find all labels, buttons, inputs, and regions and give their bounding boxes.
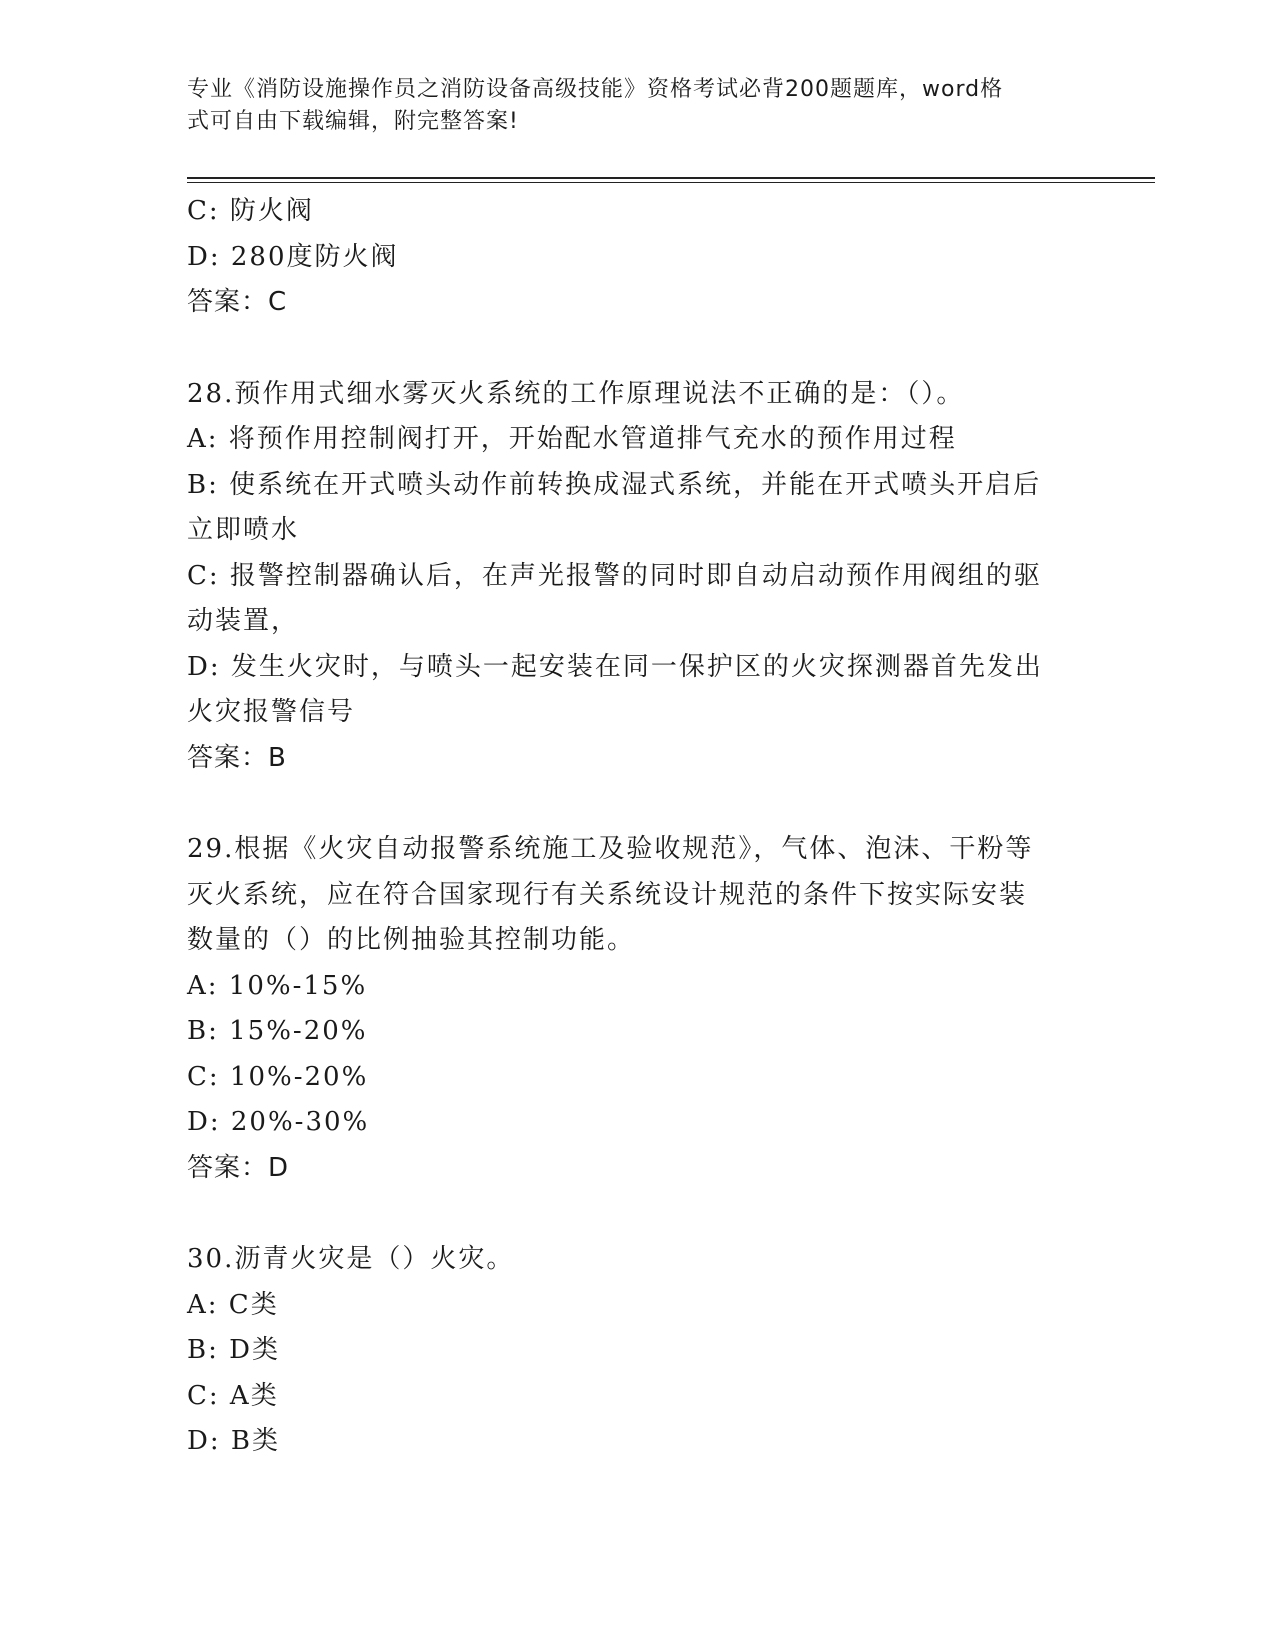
option-c: C: 10%-20% <box>187 1061 369 1092</box>
answer-line: 答案：B <box>187 742 287 773</box>
spacer <box>187 1191 1077 1237</box>
option-d: D: 发生火灾时，与喷头一起安装在同一保护区的火灾探测器首先发出 <box>187 651 1043 682</box>
answer-line: 答案：C <box>187 287 288 317</box>
answer-line: 答案：D <box>187 1152 290 1183</box>
option-b-continued: 立即喷水 <box>187 515 300 545</box>
option-c: C: 报警控制器确认后，在声光报警的同时即自动启动预作用阀组的驱 <box>187 560 1042 591</box>
question-list <box>187 189 1077 1465</box>
question-block-29 <box>187 827 1077 1191</box>
question-block-28 <box>187 372 1077 782</box>
option-c: C: A类 <box>187 1380 279 1411</box>
option-c: C: 防火阀 <box>187 196 314 226</box>
question-block-27 <box>187 189 1077 326</box>
header-line-2: 式可自由下载编辑，附完整答案! <box>187 109 519 134</box>
spacer <box>187 781 1077 827</box>
option-d: D: B类 <box>187 1426 280 1456</box>
option-d: D: 20%-30% <box>187 1107 370 1137</box>
question-text-continued: 灭火系统，应在符合国家现行有关系统设计规范的条件下按实际安装 <box>187 879 1028 910</box>
header-line-1: 专业《消防设施操作员之消防设备高级技能》资格考试必背200题题库，word格 <box>187 77 1004 102</box>
option-b: B: 15%-20% <box>187 1016 368 1046</box>
question-text: 28.预作用式细水雾灭火系统的工作原理说法不正确的是：（）。 <box>187 378 965 409</box>
document-header <box>187 74 1067 138</box>
spacer <box>187 326 1077 372</box>
option-d: D: 280度防火阀 <box>187 241 399 272</box>
question-text: 29.根据《火灾自动报警系统施工及验收规范》，气体、泡沫、干粉等 <box>187 834 1034 864</box>
header-rule-thin <box>187 182 1155 183</box>
option-d-continued: 火灾报警信号 <box>187 697 356 727</box>
option-b: B: D类 <box>187 1335 280 1365</box>
option-a: A: 10%-15% <box>187 970 368 1001</box>
option-c-continued: 动装置， <box>187 606 300 636</box>
header-rule-thick <box>187 177 1155 179</box>
question-text-continued: 数量的（）的比例抽验其控制功能。 <box>187 925 636 955</box>
option-a: A: C类 <box>187 1289 279 1320</box>
question-text: 30.沥青火灾是（）火灾。 <box>187 1244 515 1274</box>
option-a: A: 将预作用控制阀打开，开始配水管道排气充水的预作用过程 <box>187 424 957 454</box>
question-block-30 <box>187 1237 1077 1465</box>
option-b: B: 使系统在开式喷头动作前转换成湿式系统，并能在开式喷头开启后 <box>187 469 1042 500</box>
